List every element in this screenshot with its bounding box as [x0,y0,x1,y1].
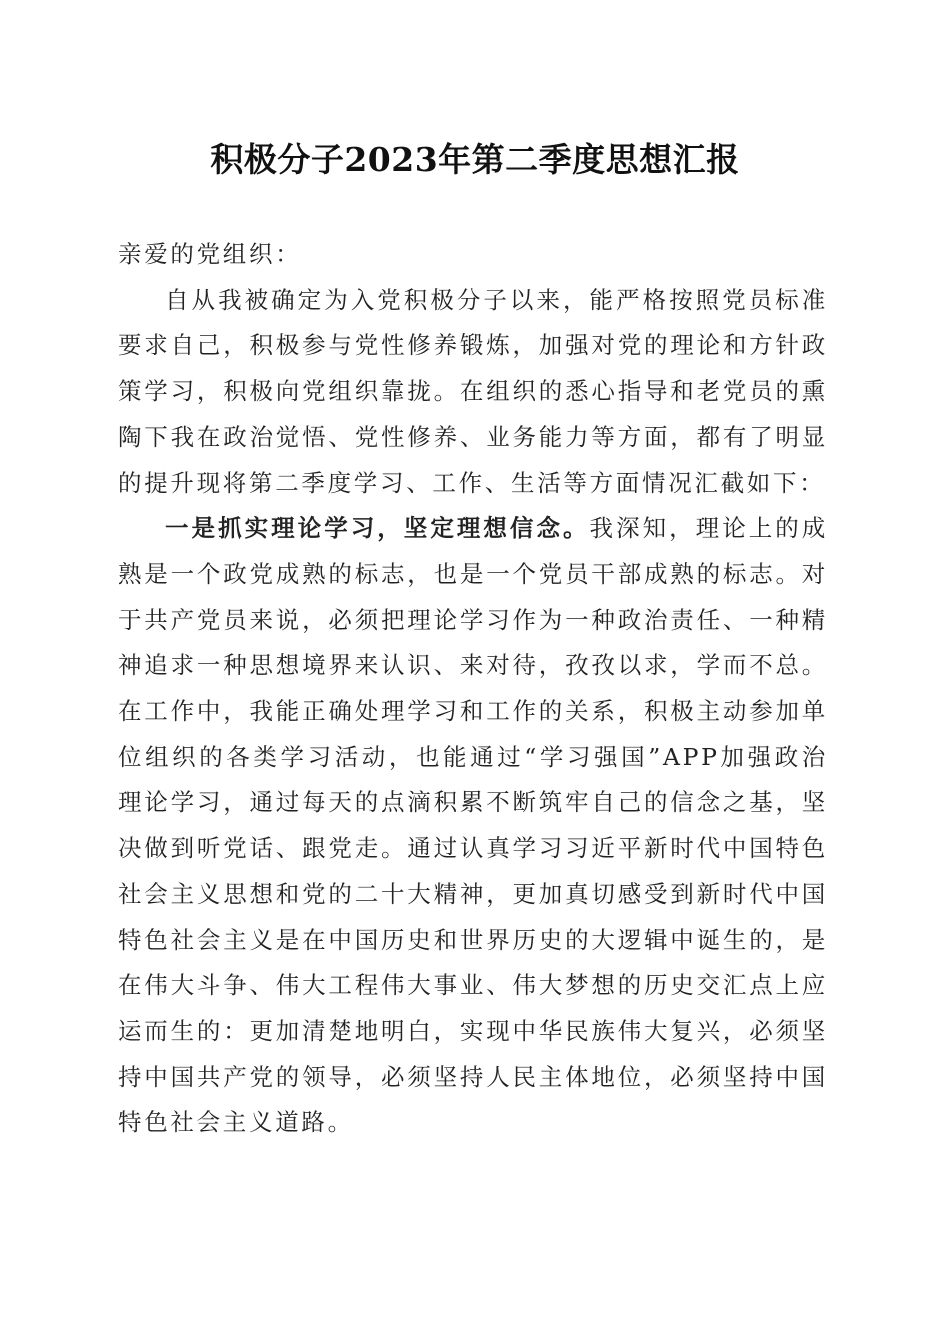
paragraph-2 [118,506,828,1146]
document-body [118,232,828,1146]
document-title: 积极分子2023年第二季度思想汇报 [210,140,740,179]
paragraph-2-body: 我深知，理论上的成熟是一个政党成熟的标志，也是一个党员干部成熟的标志。对于共产党员来说，必须把理论学习作为一种政治责任、一种精神追求一种思想境界来认识、来对待，孜孜以求，学而不总。在工作中，我能正确处理学习和工作的关系，积极主动参加单位组织的各类学习活动，也能通过“学习强国”APP加强政治理论学习，通过每天的点滴积累不断筑牢自己的信念之基，坚决做到听党话、跟党走。通过认真学习习近平新时代中国特色社会主义思想和党的二十大精神，更加真切感受到新时代中国特色社会主义是在中国历史和世界历史的大逻辑中诞生的，是在伟大斗争、伟大工程伟大事业、伟大梦想的历史交汇点上应运而生的：更加清楚地明白，实现中华民族伟大复兴，必须坚持中国共产党的领导，必须坚持人民主体地位，必须坚持中国特色社会主义道路。 [118,514,828,1137]
paragraph-1: 自从我被确定为入党积极分子以来，能严格按照党员标准要求自己，积极参与党性修养锻炼，加强对党的理论和方针政策学习，积极向党组织靠拢。在组织的悉心指导和老党员的熏陶下我在政治觉悟、党性修养、业务能力等方面，都有了明显的提升现将第二季度学习、工作、生活等方面情况汇截如下： [118,285,828,497]
paragraph-2-lead: 一是抓实理论学习，坚定理想信念。 [165,514,590,543]
salutation: 亲爱的党组织： [118,240,302,268]
